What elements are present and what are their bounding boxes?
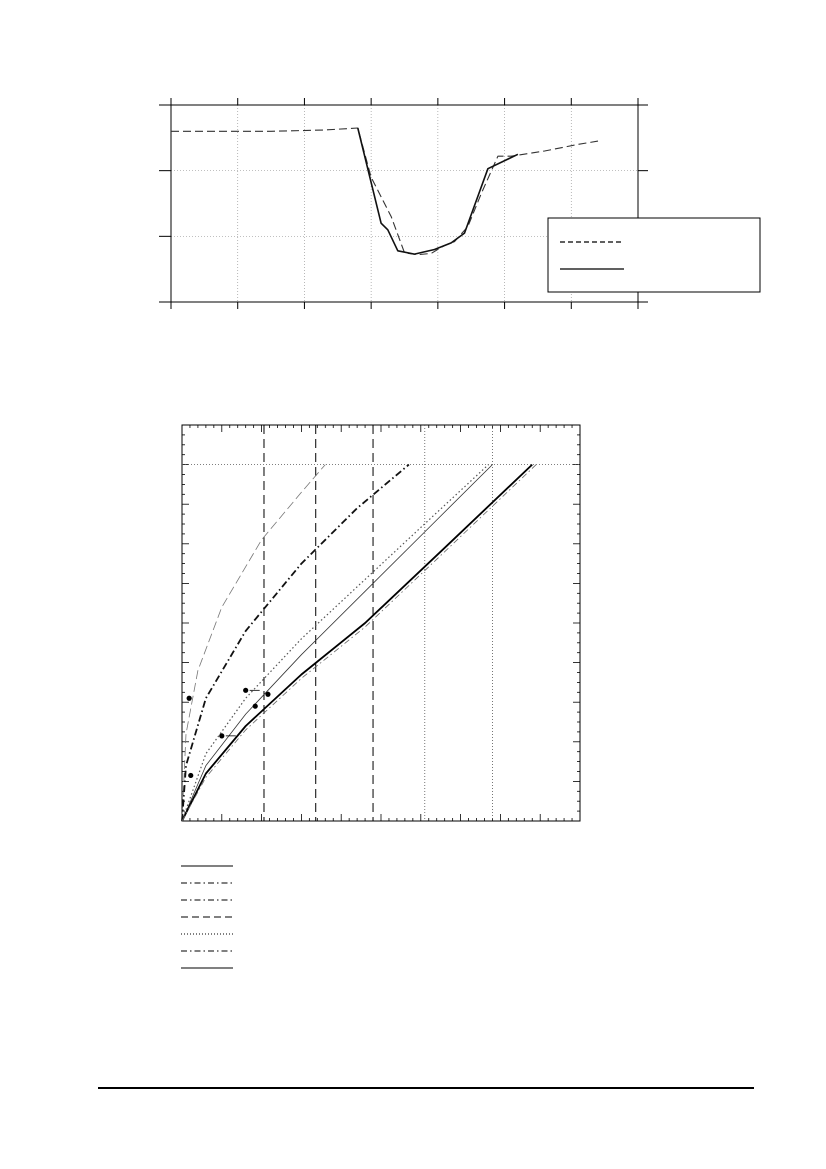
- curve-1: [182, 465, 325, 821]
- data-point-5: [253, 704, 258, 709]
- curve-4: [182, 465, 492, 821]
- legend-box: [548, 218, 760, 292]
- curve-2: [182, 465, 409, 821]
- series-line-1: [171, 128, 598, 255]
- curve-3: [182, 465, 489, 821]
- profile-chart: [0, 80, 826, 420]
- series-line-2: [358, 128, 518, 254]
- data-point-4: [243, 688, 248, 693]
- footer-rule: [98, 1087, 754, 1089]
- plot-frame: [182, 425, 580, 821]
- curves-chart: [0, 400, 826, 1000]
- curve-6: [182, 465, 536, 821]
- data-point-2: [188, 773, 193, 778]
- data-point-6: [265, 692, 270, 697]
- data-point-1: [187, 696, 192, 701]
- curve-5: [182, 465, 532, 821]
- data-point-3: [219, 733, 224, 738]
